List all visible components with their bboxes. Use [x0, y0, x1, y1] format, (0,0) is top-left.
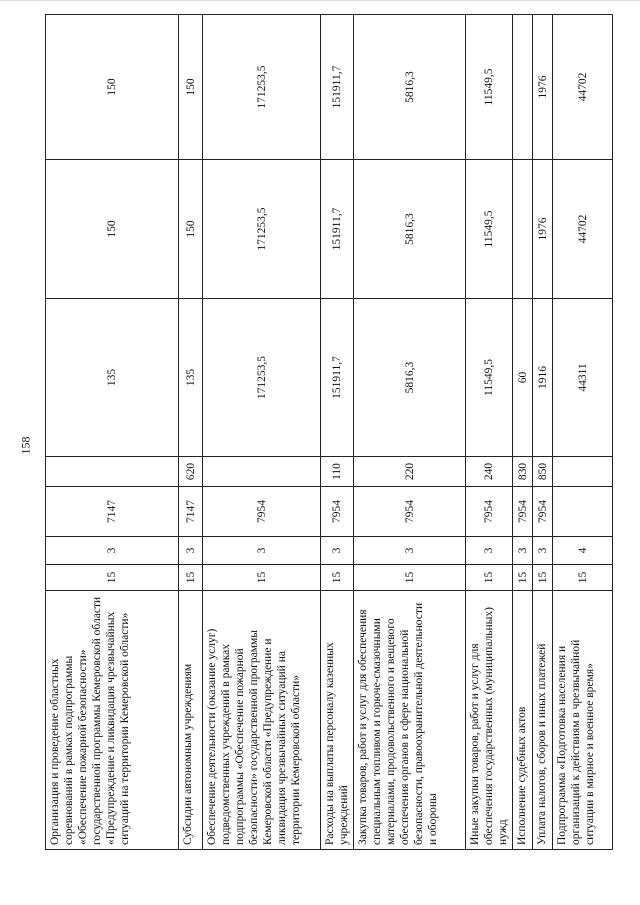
table-row	[466, 15, 513, 850]
row-v1-cell: 135	[179, 299, 203, 457]
page-number: 158	[18, 436, 33, 455]
row-c1-cell: 15	[553, 565, 613, 591]
row-c3-cell: 7954	[354, 487, 466, 537]
row-v2-cell: 150	[46, 160, 179, 299]
row-c1-cell: 15	[466, 565, 513, 591]
row-v1-cell: 5816,3	[354, 299, 466, 457]
table-row	[354, 15, 466, 850]
row-c4-cell	[203, 457, 321, 487]
row-c1-cell: 15	[179, 565, 203, 591]
row-c3-cell: 7147	[46, 487, 179, 537]
row-v3-cell: 1976	[533, 15, 553, 160]
row-name-cell: Подпрограмма «Подготовка населения и организаций к действиям в чрезвычайной ситуации в мирное и военное время»	[553, 591, 613, 850]
row-c2-cell: 3	[533, 537, 553, 565]
row-v1-cell: 1916	[533, 299, 553, 457]
row-c3-cell: 7954	[321, 487, 354, 537]
row-c2-cell: 3	[466, 537, 513, 565]
table-row	[179, 15, 203, 850]
row-name-cell: Обеспечение деятельности (оказание услуг) подведомственных учреждений в рамках подпрограммы «Обеспечение пожарной безопасности» государственной программы Кемеровской области «Предупреждение и ликвидация чрезвычайных ситуаций на территории Кемеровской области»	[203, 591, 321, 850]
table-row	[203, 15, 321, 850]
row-c2-cell: 3	[179, 537, 203, 565]
table-row	[46, 15, 179, 850]
row-v3-cell: 150	[179, 15, 203, 160]
row-name-cell: Расходы на выплаты персоналу казенных учреждений	[321, 591, 354, 850]
row-c4-cell: 620	[179, 457, 203, 487]
row-c4-cell	[553, 457, 613, 487]
row-c3-cell: 7954	[203, 487, 321, 537]
row-v3-cell: 44702	[553, 15, 613, 160]
table-body	[46, 15, 613, 850]
row-c4-cell: 850	[533, 457, 553, 487]
row-c2-cell: 4	[553, 537, 613, 565]
table-row	[553, 15, 613, 850]
row-c2-cell: 3	[354, 537, 466, 565]
table-stage	[45, 15, 596, 850]
row-c2-cell: 3	[203, 537, 321, 565]
row-name-cell: Закупка товаров, работ и услуг для обеспечения специальным топливом и горюче-смазочными материалами, продовольственного и вещевого обеспечения органов в сфере национальной безопасности, правоохранительной деятельности и обороны	[354, 591, 466, 850]
row-v2-cell: 44702	[553, 160, 613, 299]
row-c4-cell: 240	[466, 457, 513, 487]
row-c3-cell: 7954	[533, 487, 553, 537]
row-v2-cell: 151911,7	[321, 160, 354, 299]
row-v1-cell: 44311	[553, 299, 613, 457]
row-v1-cell: 171253,5	[203, 299, 321, 457]
row-v2-cell: 150	[179, 160, 203, 299]
row-name-cell: Организация и проведение областных соревнований в рамках подпрограммы «Обеспечение пожарной безопасности» государственной программы Кемеровской области «Предупреждение и ликвидация чрезвычайных ситуаций на территории Кемеровской области»	[46, 591, 179, 850]
table-row	[321, 15, 354, 850]
row-v2-cell	[513, 160, 533, 299]
row-c4-cell: 830	[513, 457, 533, 487]
row-name-cell: Субсидии автономным учреждениям	[179, 591, 203, 850]
row-v1-cell: 151911,7	[321, 299, 354, 457]
row-c3-cell: 7954	[513, 487, 533, 537]
budget-table	[45, 14, 613, 850]
row-name-cell: Исполнение судебных актов	[513, 591, 533, 850]
row-v2-cell: 5816,3	[354, 160, 466, 299]
row-c2-cell: 3	[513, 537, 533, 565]
row-c4-cell: 220	[354, 457, 466, 487]
row-c1-cell: 15	[321, 565, 354, 591]
row-v3-cell: 150	[46, 15, 179, 160]
row-c1-cell: 15	[533, 565, 553, 591]
row-v3-cell: 171253,5	[203, 15, 321, 160]
row-c1-cell: 15	[203, 565, 321, 591]
row-c4-cell: 110	[321, 457, 354, 487]
row-v1-cell: 60	[513, 299, 533, 457]
row-c1-cell: 15	[513, 565, 533, 591]
row-v2-cell: 11549,5	[466, 160, 513, 299]
row-c1-cell: 15	[46, 565, 179, 591]
row-v1-cell: 11549,5	[466, 299, 513, 457]
row-c2-cell: 3	[321, 537, 354, 565]
row-v1-cell: 135	[46, 299, 179, 457]
row-c3-cell	[553, 487, 613, 537]
row-c3-cell: 7147	[179, 487, 203, 537]
row-c2-cell: 3	[46, 537, 179, 565]
row-v3-cell	[513, 15, 533, 160]
table-row	[533, 15, 553, 850]
row-v3-cell: 5816,3	[354, 15, 466, 160]
row-v3-cell: 11549,5	[466, 15, 513, 160]
row-v3-cell: 151911,7	[321, 15, 354, 160]
row-c1-cell: 15	[354, 565, 466, 591]
row-name-cell: Уплата налогов, сборов и иных платежей	[533, 591, 553, 850]
table-row	[513, 15, 533, 850]
row-name-cell: Иные закупки товаров, работ и услуг для обеспечения государственных (муниципальных) нужд	[466, 591, 513, 850]
row-c4-cell	[46, 457, 179, 487]
row-v2-cell: 171253,5	[203, 160, 321, 299]
row-v2-cell: 1976	[533, 160, 553, 299]
row-c3-cell: 7954	[466, 487, 513, 537]
